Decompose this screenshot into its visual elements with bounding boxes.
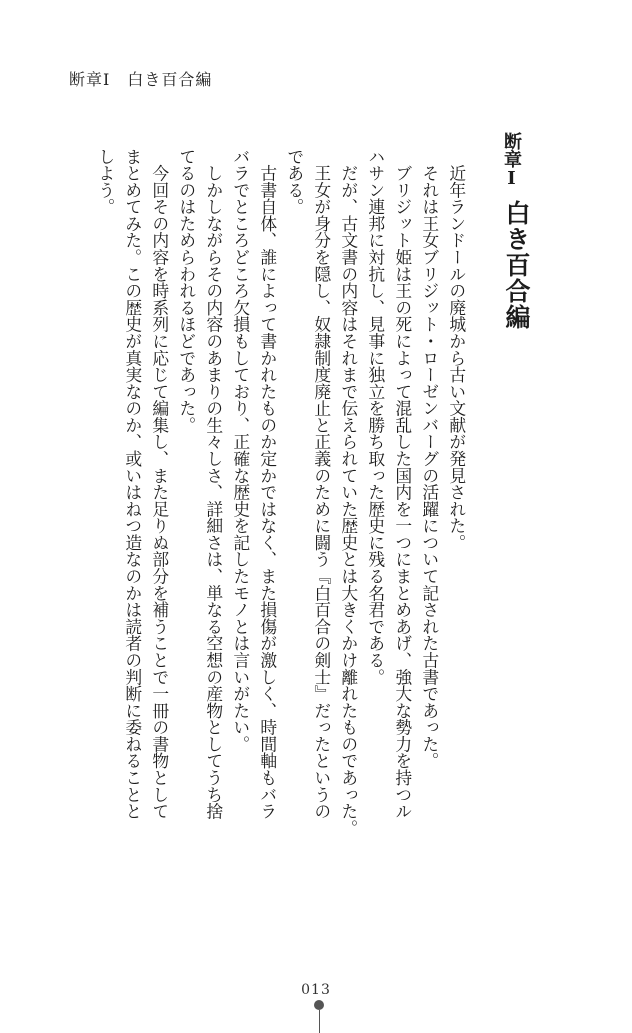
page-number: 013 bbox=[301, 982, 331, 998]
running-header: 断章Ⅰ 白き百合編 bbox=[69, 70, 213, 89]
body-column: 古書自体、誰によって書かれたものか定かではなく、また損傷が激しく、時間軸もバラ bbox=[257, 148, 278, 820]
body-column: 王女が身分を隠し、奴隷制度廃止と正義のために闘う『白百合の剣士』だったというの bbox=[311, 148, 332, 820]
body-column: それは王女ブリジット・ローゼンバーグの活躍について記された古書であった。 bbox=[419, 148, 440, 770]
page-marker-line bbox=[319, 1010, 320, 1033]
body-column: ハサン連邦に対抗し、見事に独立を勝ち取った歴史に残る名君である。 bbox=[365, 148, 386, 686]
body-column: バラでところどころ欠損もしており、正確な歴史を記したモノとは言いがたい。 bbox=[230, 148, 251, 753]
chapter-label: 断章Ⅰ bbox=[501, 132, 522, 189]
chapter-title: 白き百合編 bbox=[502, 200, 531, 330]
body-column: ブリジット姫は王の死によって混乱した国内を一つにまとめあげ、強大な勢力を持つル bbox=[392, 148, 413, 820]
body-column: 近年ランドールの廃城から古い文献が発見された。 bbox=[446, 148, 467, 551]
body-column: 今回その内容を時系列に応じて編集し、また足りぬ部分を補うことで一冊の書物として bbox=[149, 148, 170, 820]
body-column: である。 bbox=[284, 148, 305, 216]
body-column: しかしながらその内容のあまりの生々しさ、詳細さは、単なる空想の産物としてうち捨 bbox=[203, 148, 224, 820]
body-column: まとめてみた。この歴史が真実なのか、或いはねつ造なのかは読者の判断に委ねることと bbox=[122, 148, 143, 820]
body-column: てるのはためらわれるほどであった。 bbox=[176, 148, 197, 434]
body-column: しよう。 bbox=[95, 148, 116, 216]
page-marker-dot bbox=[314, 1000, 324, 1010]
body-column: だが、古文書の内容はそれまで伝えられていた歴史とは大きくかけ離れたものであった。 bbox=[338, 148, 359, 837]
